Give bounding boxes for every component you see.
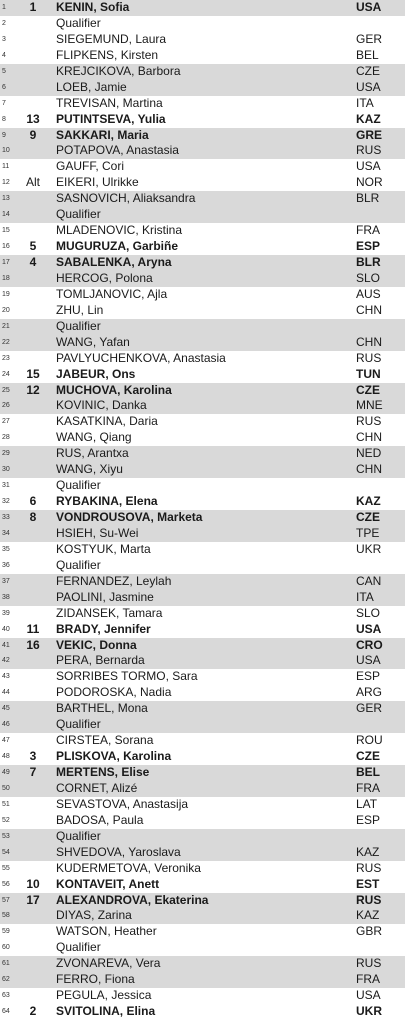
draw-row [0,48,405,64]
player-name: KASATKINA, Daria [56,414,158,429]
player-country: UKR [356,541,382,556]
draw-position-number: 41 [2,641,10,649]
player-country: GER [356,31,383,46]
draw-position-number: 52 [2,816,10,824]
draw-row [0,717,405,733]
player-country: CAN [356,573,382,588]
seed-label: 15 [26,366,40,381]
player-name: WATSON, Heather [56,924,157,939]
player-country: BEL [356,47,379,62]
player-country: ITA [356,95,374,110]
player-name: PODOROSKA, Nadia [56,685,172,700]
seed-label: 3 [29,749,37,764]
player-country: RUS [356,350,382,365]
draw-row [0,223,405,239]
draw-position-number: 42 [2,657,10,665]
player-country: NOR [356,175,383,190]
draw-row [0,0,405,16]
draw-row [0,64,405,80]
draw-position-number: 62 [2,976,10,984]
player-name: POTAPOVA, Anastasia [56,143,179,158]
seed-label: 1 [29,0,37,14]
draw-position-number: 10 [2,147,10,155]
player-name: MERTENS, Elise [56,765,150,779]
player-country: ITA [356,589,374,604]
player-country: RUS [356,414,382,429]
player-country: CHN [356,430,382,445]
player-name: Qualifier [56,207,101,222]
player-country: GER [356,701,383,716]
draw-row [0,16,405,32]
player-name: ZIDANSEK, Tamara [56,605,163,620]
player-country: RUS [356,860,382,875]
player-name: LOEB, Jamie [56,79,127,94]
player-name: JABEUR, Ons [56,366,136,381]
draw-row [0,191,405,207]
draw-position-number: 20 [2,306,10,314]
draw-row [0,207,405,223]
draw-row [0,685,405,701]
draw-row [0,988,405,1004]
draw-row [0,335,405,351]
draw-position-number: 32 [2,498,10,506]
player-name: KOVINIC, Danka [56,398,147,413]
player-name: ZHU, Lin [56,302,104,317]
draw-row [0,112,405,128]
player-name: BRADY, Jennifer [56,621,151,636]
player-name: FLIPKENS, Kirsten [56,47,159,62]
draw-row [0,1004,405,1020]
seed-label: 6 [29,494,37,509]
draw-row [0,749,405,765]
draw-position-number: 51 [2,800,10,808]
draw-row [0,574,405,590]
draw-position-number: 44 [2,689,10,697]
draw-row [0,462,405,478]
draw-position-number: 23 [2,354,10,362]
draw-position-number: 21 [2,322,10,330]
player-country: ARG [356,685,383,700]
draw-position-number: 55 [2,864,10,872]
player-name: Qualifier [56,318,101,333]
player-name: PLISKOVA, Karolina [56,749,172,764]
seed-label: 9 [29,127,37,142]
player-name: KREJCIKOVA, Barbora [56,63,181,78]
draw-position-number: 1 [2,4,6,11]
draw-position-number: 36 [2,561,10,569]
player-name: BADOSA, Paula [56,812,144,827]
player-country: RUS [356,956,382,971]
draw-row [0,638,405,654]
player-name: CORNET, Alizé [56,780,138,795]
draw-row [0,383,405,399]
seed-label: 8 [29,510,37,524]
player-name: VEKIC, Donna [56,637,137,652]
player-country: KAZ [356,494,381,509]
seed-label: 16 [26,637,40,652]
player-name: ZVONAREVA, Vera [56,956,161,971]
player-country: MNE [356,398,383,413]
player-name: MLADENOVIC, Kristina [56,223,183,238]
seed-label: 12 [26,382,40,397]
draw-row [0,861,405,877]
draw-row [0,351,405,367]
player-country: ESP [356,239,381,254]
player-country: CHN [356,302,382,317]
draw-row [0,606,405,622]
player-country: USA [356,988,381,1003]
player-country: CZE [356,382,380,397]
player-country: CZE [356,510,380,524]
draw-row [0,239,405,255]
player-country: RUS [356,892,382,907]
draw-position-number: 33 [2,514,10,521]
draw-row [0,781,405,797]
draw-position-number: 39 [2,609,10,617]
draw-row [0,542,405,558]
draw-position-number: 2 [2,19,6,27]
player-name: RUS, Arantxa [56,446,129,461]
draw-position-number: 8 [2,115,6,123]
player-country: USA [356,159,381,174]
draw-position-number: 63 [2,992,10,1000]
draw-row [0,845,405,861]
draw-row [0,494,405,510]
draw-row [0,829,405,845]
seed-label: 5 [29,239,37,254]
player-name: HSIEH, Su-Wei [56,525,139,540]
draw-position-number: 22 [2,338,10,346]
draw-position-number: 16 [2,243,10,251]
player-name: KENIN, Sofia [56,0,130,14]
draw-position-number: 57 [2,896,10,904]
draw-position-number: 60 [2,944,10,952]
draw-row [0,446,405,462]
draw-position-number: 45 [2,705,10,713]
draw-row [0,128,405,144]
player-country: CHN [356,462,382,477]
seed-label: 11 [26,621,40,636]
draw-row [0,558,405,574]
draw-position-number: 34 [2,529,10,537]
draw-row [0,478,405,494]
player-country: ESP [356,812,381,827]
player-country: USA [356,621,382,636]
draw-row [0,972,405,988]
draw-position-number: 28 [2,434,10,442]
draw-position-number: 15 [2,227,10,235]
player-country: USA [356,0,382,14]
draw-position-number: 11 [2,163,10,171]
draw-position-number: 14 [2,211,10,219]
player-country: CZE [356,63,380,78]
player-name: BARTHEL, Mona [56,701,148,716]
draw-position-number: 46 [2,721,10,729]
draw-row [0,653,405,669]
player-country: TUN [356,366,381,381]
draw-row [0,414,405,430]
player-name: HERCOG, Polona [56,270,153,285]
draw-row [0,303,405,319]
player-name: Qualifier [56,940,101,955]
seed-label: 2 [29,1004,37,1019]
player-name: Qualifier [56,828,101,843]
player-country: KAZ [356,908,380,923]
draw-position-number: 27 [2,418,10,426]
player-name: PAVLYUCHENKOVA, Anastasia [56,350,226,365]
draw-position-number: 3 [2,35,6,43]
player-country: EST [356,876,380,891]
player-name: MUGURUZA, Garbiñe [56,239,179,254]
draw-position-number: 61 [2,960,10,968]
player-name: RYBAKINA, Elena [56,494,158,509]
draw-position-number: 24 [2,370,10,378]
player-country: GRE [356,127,383,142]
player-name: ALEXANDROVA, Ekaterina [56,892,209,907]
draw-row [0,701,405,717]
player-country: SLO [356,605,381,620]
player-country: USA [356,653,381,668]
player-name: Qualifier [56,557,101,572]
draw-position-number: 4 [2,51,6,59]
draw-position-number: 25 [2,386,10,394]
player-country: FRA [356,780,380,795]
draw-position-number: 26 [2,402,10,410]
draw-row [0,159,405,175]
player-country: LAT [356,796,378,811]
draw-position-number: 19 [2,290,10,298]
draw-row [0,287,405,303]
player-country: ESP [356,669,381,684]
player-name: MUCHOVA, Karolina [56,382,172,397]
player-country: SLO [356,270,381,285]
draw-position-number: 18 [2,274,10,282]
player-name: Qualifier [56,717,101,732]
draw-position-number: 50 [2,784,10,792]
draw-position-number: 17 [2,259,10,266]
player-country: CRO [356,637,383,652]
player-name: PERA, Bernarda [56,653,145,668]
player-name: SAKKARI, Maria [56,127,149,142]
draw-row [0,924,405,940]
draw-position-number: 47 [2,737,10,745]
draw-row [0,255,405,271]
player-country: NED [356,446,382,461]
draw-position-number: 35 [2,545,10,553]
player-country: BEL [356,765,380,779]
draw-position-number: 54 [2,848,10,856]
player-name: GAUFF, Cori [56,159,125,174]
draw-position-number: 58 [2,912,10,920]
draw-row [0,143,405,159]
draw-row [0,797,405,813]
draw-position-number: 64 [2,1008,10,1016]
draw-row [0,430,405,446]
player-name: SORRIBES TORMO, Sara [56,669,198,684]
player-name: KUDERMETOVA, Veronika [56,860,201,875]
player-name: SEVASTOVA, Anastasija [56,796,189,811]
player-name: FERNANDEZ, Leylah [56,573,172,588]
player-country: USA [356,79,381,94]
draw-row [0,510,405,526]
draw-position-number: 43 [2,673,10,681]
seed-label: 10 [26,876,40,891]
draw-position-number: 56 [2,880,10,888]
draw-position-number: 13 [2,195,10,203]
player-name: SHVEDOVA, Yaroslava [56,844,181,859]
player-name: SASNOVICH, Aliaksandra [56,191,196,206]
player-name: Qualifier [56,15,101,30]
player-country: KAZ [356,111,381,126]
draw-row [0,940,405,956]
draw-row [0,271,405,287]
player-name: EIKERI, Ulrikke [56,175,139,190]
draw-position-number: 48 [2,753,10,761]
player-country: CZE [356,749,380,764]
player-name: VONDROUSOVA, Marketa [56,510,203,524]
draw-row [0,813,405,829]
draw-row [0,32,405,48]
draw-position-number: 53 [2,832,10,840]
draw-row [0,96,405,112]
player-name: SABALENKA, Aryna [56,255,172,269]
draw-row [0,590,405,606]
player-country: FRA [356,972,380,987]
player-name: CIRSTEA, Sorana [56,733,154,748]
draw-position-number: 40 [2,625,10,633]
seed-label: 17 [26,892,40,907]
draw-position-number: 5 [2,67,6,75]
draw-position-number: 7 [2,99,6,107]
player-name: KOSTYUK, Marta [56,541,151,556]
draw-row [0,398,405,414]
draw-position-number: 37 [2,577,10,585]
seed-label: 13 [26,111,40,126]
draw-row [0,765,405,781]
player-name: TOMLJANOVIC, Ajla [56,286,168,301]
player-name: WANG, Yafan [56,334,130,349]
player-name: WANG, Xiyu [56,462,123,477]
draw-row [0,893,405,909]
draw-position-number: 30 [2,466,10,474]
player-name: TREVISAN, Martina [56,95,163,110]
player-name: PAOLINI, Jasmine [56,589,154,604]
draw-position-number: 6 [2,83,6,91]
player-name: SVITOLINA, Elina [56,1004,156,1019]
player-country: AUS [356,286,381,301]
player-country: ROU [356,733,383,748]
seed-label: 7 [29,765,37,779]
player-name: Qualifier [56,478,101,493]
draw-row [0,733,405,749]
draw-row [0,877,405,893]
draw-row [0,526,405,542]
player-country: FRA [356,223,380,238]
player-country: CHN [356,334,382,349]
draw-position-number: 49 [2,769,10,776]
player-name: PUTINTSEVA, Yulia [56,111,166,126]
player-country: RUS [356,143,382,158]
player-name: KONTAVEIT, Anett [56,876,160,891]
draw-position-number: 59 [2,928,10,936]
draw-row [0,80,405,96]
player-name: DIYAS, Zarina [56,908,132,923]
draw-row [0,622,405,638]
player-country: KAZ [356,844,380,859]
draw-row [0,319,405,335]
draw-position-number: 31 [2,482,10,490]
draw-position-number: 38 [2,593,10,601]
player-country: BLR [356,255,381,269]
seed-label: Alt [25,175,40,190]
seed-label: 4 [29,255,37,269]
player-country: GBR [356,924,383,939]
player-name: FERRO, Fiona [56,972,135,987]
player-country: TPE [356,525,380,540]
player-name: SIEGEMUND, Laura [56,31,167,46]
draw-position-number: 9 [2,131,6,139]
draw-row [0,956,405,972]
player-country: UKR [356,1004,382,1019]
player-name: WANG, Qiang [56,430,132,445]
draw-row [0,367,405,383]
draw-row [0,669,405,685]
player-country: BLR [356,191,380,206]
draw-position-number: 12 [2,179,10,187]
player-name: PEGULA, Jessica [56,988,152,1003]
draw-row [0,908,405,924]
draw-position-number: 29 [2,450,10,458]
draw-row [0,175,405,191]
